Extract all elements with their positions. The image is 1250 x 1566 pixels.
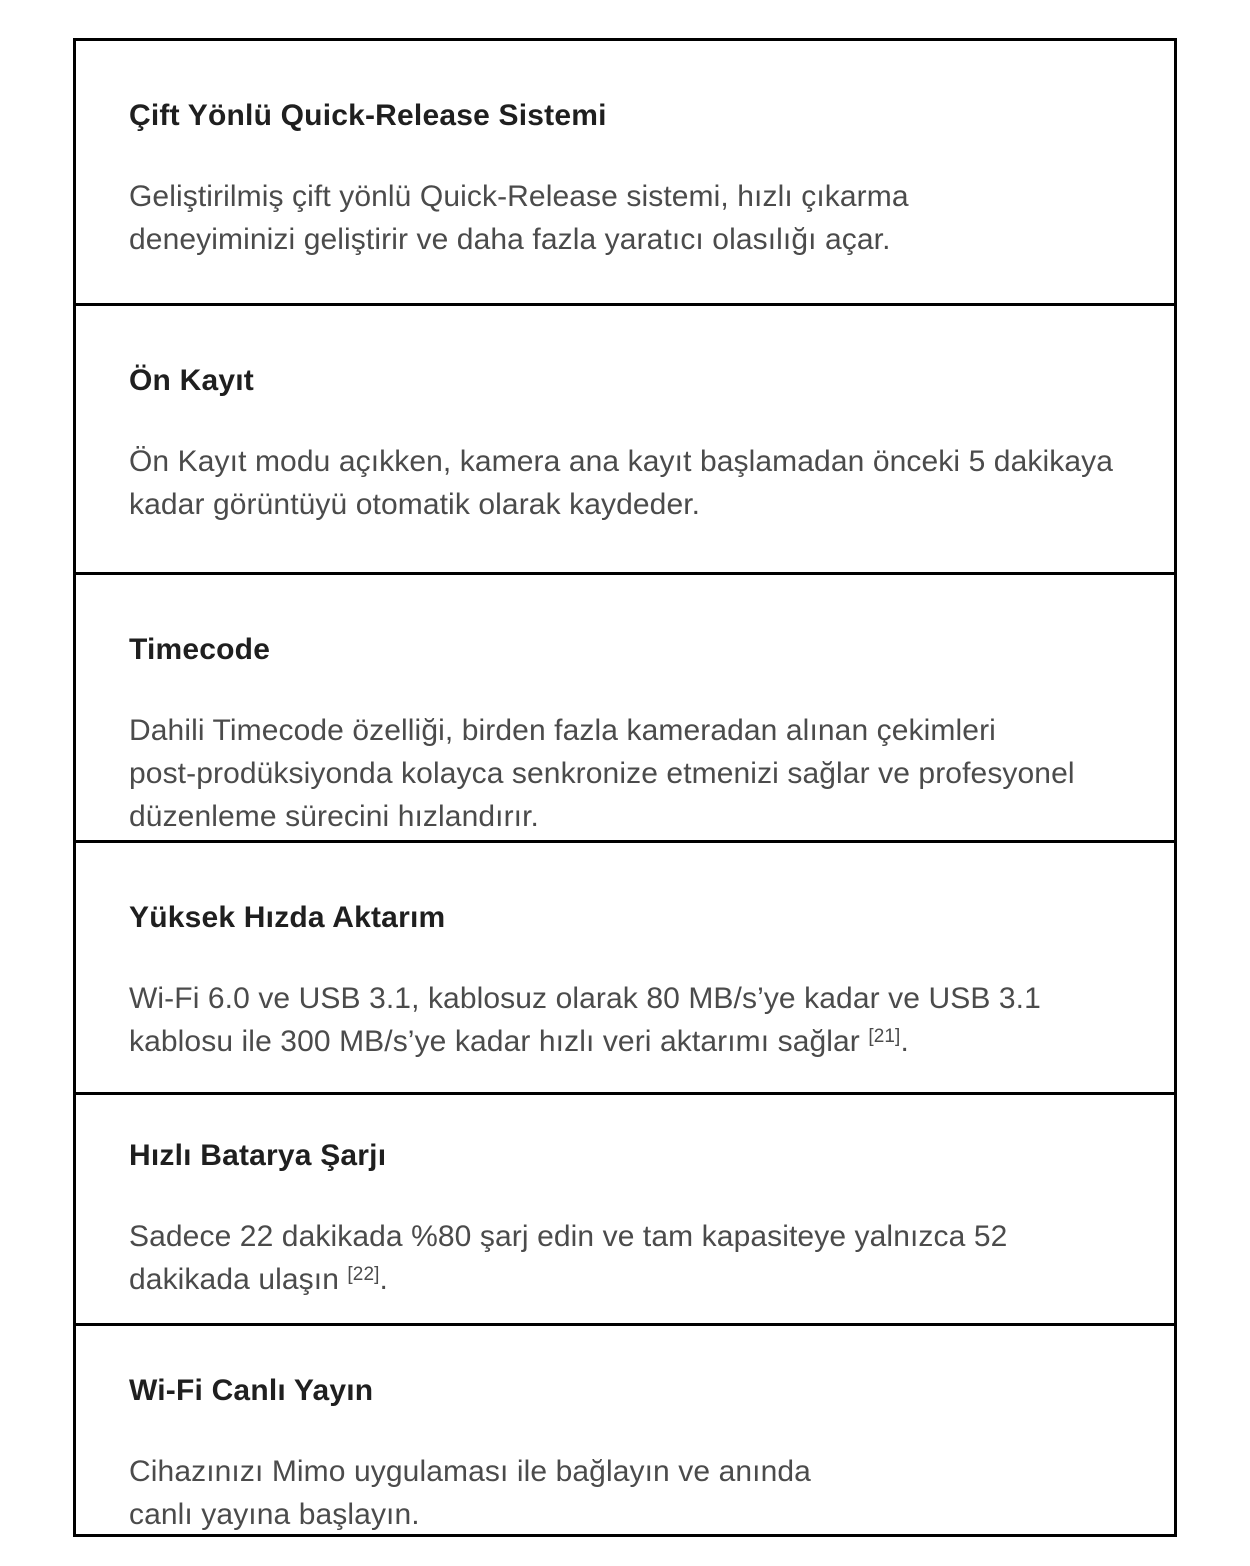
feature-section-pre-recording (76, 303, 1174, 572)
description-line: Cihazınızı Mimo uygulaması ile bağlayın ve anında (129, 1455, 811, 1488)
feature-section-timecode (76, 572, 1174, 840)
description-line: Sadece 22 dakikada %80 şarj edin ve tam kapasiteye yalnızca 52 (129, 1220, 1008, 1253)
feature-section-fast-charging (76, 1092, 1174, 1323)
description-line: Geliştirilmiş çift yönlü Quick-Release sistemi, hızlı çıkarma (129, 180, 909, 213)
features-table (73, 38, 1177, 1537)
feature-section-wifi-livestream (76, 1323, 1174, 1534)
feature-section-quick-release (76, 41, 1174, 303)
feature-title: Çift Yönlü Quick-Release Sistemi (129, 99, 607, 132)
description-line: Dahili Timecode özelliği, birden fazla kameradan alınan çekimleri (129, 714, 996, 747)
feature-description (129, 175, 1134, 261)
description-line (129, 1258, 1134, 1305)
feature-title: Hızlı Batarya Şarjı (129, 1139, 387, 1172)
feature-description (129, 1450, 1134, 1534)
feature-section-high-speed-transfer (76, 840, 1174, 1092)
feature-title: Ön Kayıt (129, 364, 254, 397)
feature-description (129, 1215, 1134, 1305)
footnote-ref-22: [22] (347, 1264, 380, 1285)
feature-description (129, 709, 1134, 838)
description-line (129, 1020, 1134, 1067)
description-text: . (379, 1263, 388, 1296)
description-line: kadar görüntüyü otomatik olarak kaydeder. (129, 488, 701, 521)
feature-description (129, 440, 1134, 526)
feature-title: Timecode (129, 633, 271, 666)
description-line: deneyiminizi geliştirir ve daha fazla yaratıcı olasılığı açar. (129, 223, 891, 256)
description-line: Wi-Fi 6.0 ve USB 3.1, kablosuz olarak 80 MB/s’ye kadar ve USB 3.1 (129, 982, 1041, 1015)
description-line: post-prodüksiyonda kolayca senkronize etmenizi sağlar ve profesyonel (129, 757, 1075, 790)
description-text: kablosu ile 300 MB/s’ye kadar hızlı veri aktarımı sağlar (129, 1025, 869, 1058)
description-line: düzenleme sürecini hızlandırır. (129, 800, 539, 833)
feature-title: Yüksek Hızda Aktarım (129, 901, 446, 934)
footnote-ref-21: [21] (868, 1026, 901, 1047)
feature-description (129, 977, 1134, 1067)
description-text: . (900, 1025, 909, 1058)
description-text: dakikada ulaşın (129, 1263, 348, 1296)
description-line: canlı yayına başlayın. (129, 1498, 420, 1531)
description-line: Ön Kayıt modu açıkken, kamera ana kayıt başlamadan önceki 5 dakikaya (129, 445, 1113, 478)
feature-title: Wi-Fi Canlı Yayın (129, 1374, 374, 1407)
